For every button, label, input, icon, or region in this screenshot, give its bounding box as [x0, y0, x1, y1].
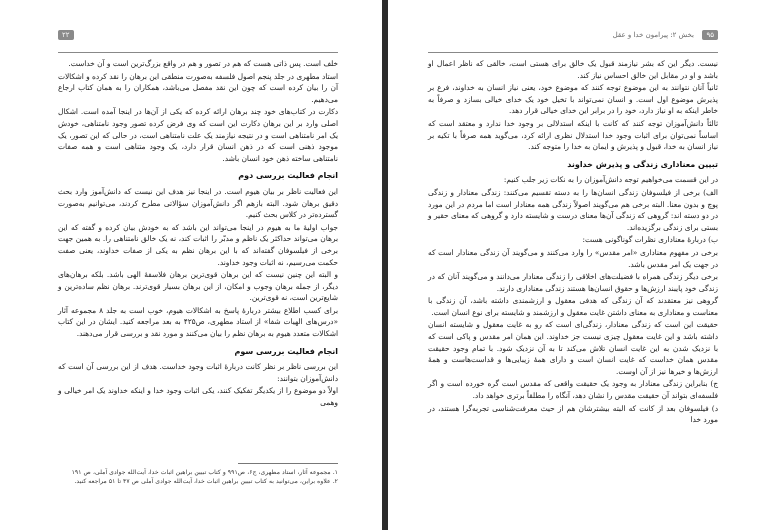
paragraph: برخی دیگر زندگی همراه با فضیلت‌های اخلاقی را زندگی معنادار می‌دانند و می‌گویند آنان که در زندگی خود پایبند ارزش‌ها و حقوق انسان‌ها هستند زندگی معناداری دارند.: [428, 272, 718, 293]
paragraph: ب) دربارهٔ معناداری نظرات گوناگونی هست:: [582, 235, 718, 245]
paragraph: د) فیلسوفان بعد از کانت که البته بیشترشان هم از حیث معرفت‌شناسی تجربه‌گرا هستند، در مورد خدا: [428, 403, 718, 425]
paragraph: این فعالیت ناظر بر بیان هیوم است. در اینجا نیز هدف این نیست که دانش‌آموز وارد بحث دقیق برهان شود. البته بازهم اگر دانش‌آموزان سؤالاتی مطرح کردند، می‌توانیم به‌صورت گسترده‌تر در کلاس بحث کنیم.: [58, 186, 338, 220]
paragraph: الف) برخی از فیلسوفان زندگی انسان‌ها را به دسته تقسیم می‌کنند: زندگی معنادار و زندگی پوچ و بدون معنا. البته برخی هم می‌گویند اصولاً زندگی همه معنادار است اما مردم در این مورد در دو دسته اند: گروهی که زندگی آن‌ها معنای درست و شایسته دارد و گروهی که معنای حقیر و بستی برای زندگی برگزیده‌اند.: [428, 187, 718, 232]
paragraph: نیست. دیگر این که بشر نیازمند قبول یک خالق برای هستی است، خالقی که ناظر اعمال او باشد و او در مقابل این خالق احساس نیاز کند.: [428, 59, 718, 80]
paragraph: حقیقت این است که زندگی معنادار، زندگی‌ای است که رو به غایت معقول و شایسته انسان داشته باشد و این غایت معقول چیزی نیست جز خداوند. این همان امر مقدس و پاکی است که با نزدیک شدن به این غایت انسان تلاش می‌کند تا به آن نزدیک شود. با تمام وجود حقیقت مقدس همان خداست که غایت انسان است و دارای همهٔ زیبایی‌ها و قداست‌هاست و همهٔ ارزش‌ها و خیرها نیز از آن اوست.: [428, 320, 718, 376]
paragraph: استاد مطهری در جلد پنجم اصول فلسفه به‌صورت منطقی این برهان را نقد کرده و اشکالات آن را بیان کرده است که چون این نقد مفصل می‌باشد، همکاران را به همان کتاب ارجاع می‌دهیم.: [58, 71, 338, 104]
right-page-body: [428, 58, 718, 427]
section-heading: تبیین معناداری زندگی و پذیرش خداوند: [567, 159, 718, 169]
left-page-header: [58, 30, 338, 48]
paragraph: ثانیاً آنان نتوانند به این موضوع توجه کنند که موضوع خود، یعنی نیاز انسان به خداوند، فرع بر پذیرش موضوع اول است. و انسان نمی‌تواند با تخیل خود یک خدای خیالی بسازد و صرفاً به خاطر اینکه به او نیاز دارد، خود را در برابر این خدای خیالی قرار دهد.: [428, 83, 718, 116]
left-page-body: [58, 58, 338, 410]
right-page-number: ۹۵: [702, 30, 718, 40]
paragraph: در این قسمت می‌خواهیم توجه دانش‌آموزان را به نکات زیر جلب کنیم:: [503, 175, 718, 185]
paragraph: اولاً دو موضوع را از یکدیگر تفکیک کنند، یکی اثبات وجود خدا و اینکه خداوند یک امر خیالی و وهمی: [58, 386, 338, 408]
running-title: بخش ۲: پیرامون خدا و عقل: [612, 31, 694, 39]
right-page-header: [428, 30, 718, 48]
paragraph: برخی در مفهوم معناداری «امر مقدس» را وارد می‌کنند و می‌گویند آن زندگی معنادار است که در جهت یک امر مقدس باشد.: [428, 247, 718, 269]
footnote: ۱. مجموعه آثار، استاد مطهری، ج۶، ص۹۹۱ و کتاب تبیین براهین اثبات خدا، آیت‌الله جوادی آملی، ص ۱۹۱: [71, 469, 338, 476]
paragraph: و البته این چنین نیست که این برهان قوی‌ترین برهان فلاسفهٔ الهی باشد. بلکه برهان‌های دیگر، از جمله برهان وجوب و امکان، از این برهان بسیار قوی‌ترند. برهان نظم ساده‌ترین و شایع‌ترین است، نه قوی‌ترین.: [58, 270, 338, 303]
footnotes: [58, 468, 338, 486]
right-page: [388, 0, 768, 530]
section-heading: انجام فعالیت بررسی سوم: [234, 346, 338, 356]
footnote: ۲. علاوه براین، می‌توانید به کتاب تبیین براهین اثبات خدا، آیت‌الله جوادی آملی ص ۴۷ تا ۵۱ مراجعه کنید.: [74, 478, 338, 485]
left-page: [0, 0, 382, 530]
paragraph: این بررسی ناظر بر نظر کانت دربارهٔ اثبات وجود خداست. هدف از این بررسی آن است که دانش‌آموزان بتوانند:: [58, 362, 338, 383]
footnote-rule: [238, 463, 338, 464]
left-page-number: ۲۲: [58, 30, 74, 40]
paragraph: دکارت در کتاب‌های خود چند برهان ارائه کرده که یکی از آن‌ها در اینجا آمده است. اشکال اصلی وارد بر این برهان دکارت این است که وی فرض کرده تصور وجود نامتناهی، خودش یک امر نامتناهی است و در نتیجه نیازمند یک علت نامتناهی است، در حالی که این تصور، یک موجود ذهنی است که در ذهن انسان قرار دارد، یک وجود متناهی است و همه صفات نامتناهی ساخته ذهن خود انسان باشد.: [58, 107, 338, 163]
header-rule: [428, 52, 718, 53]
paragraph: برای کسب اطلاع بیشتر دربارهٔ پاسخ به اشکالات هیوم، خوب است به جلد ۸ مجموعه آثار «درس‌های الهیات شفا» از استاد مطهری، ص۴۲۵ به بعد مراجعه کنید. ایشان در این کتاب اشکالات متعدد هیوم به برهان نظم را بیان می‌کنند و مورد نقد و بررسی قرار می‌دهند.: [58, 305, 338, 339]
section-heading: انجام فعالیت بررسی دوم: [238, 171, 338, 181]
paragraph: ج) بنابراین زندگی معنادار به وجود یک حقیقت واقعی که مقدس است گره خورده است و اگر فلسفه‌ای بتواند آن حقیقت مقدس را نشان دهد، آنگاه را مطلقاً برتری خواهد داد.: [428, 379, 718, 401]
paragraph: ثالثاً دانش‌آموزان توجه کنند که کانت با اینکه استدلالی بر وجود خدا ندارد و معتقد است که اساساً نمی‌توان برای اثبات وجود خدا استدلال نظری ارائه کرد، می‌گوید همه صرفاً با تکیه بر نیاز انسان به خدا، قبول و پذیرش و ایمان به خدا را متوجه کند.: [428, 118, 718, 152]
header-rule: [58, 52, 338, 53]
paragraph: خلف است. پس ذاتی هست که هم در تصور و هم در واقع بزرگ‌ترین است و آن خداست.: [68, 59, 338, 68]
paragraph: جواب اولیهٔ ما به هیوم در اینجا می‌تواند این باشد که به خودش بیان کرده و گفته که این برهان می‌تواند حداکثر یک ناظم و مدبّر را اثبات کند، نه یک خالق نامتناهی را. به همین جهت برخی از فیلسوفان گفته‌اند که با این برهان نظم به یکی از صفات خداوند، یعنی صفت حکمت می‌رسیم، نه اثبات وجود خداوند.: [58, 222, 338, 267]
paragraph: گروهی نیز معتقدند که آن زندگی که هدفی معقول و ارزشمندی داشته باشد، آن زندگی با معناست و معناداری به معنای داشتن غایت معقول و ارزشمند و شایسته برای نوع انسان است.: [428, 296, 718, 317]
